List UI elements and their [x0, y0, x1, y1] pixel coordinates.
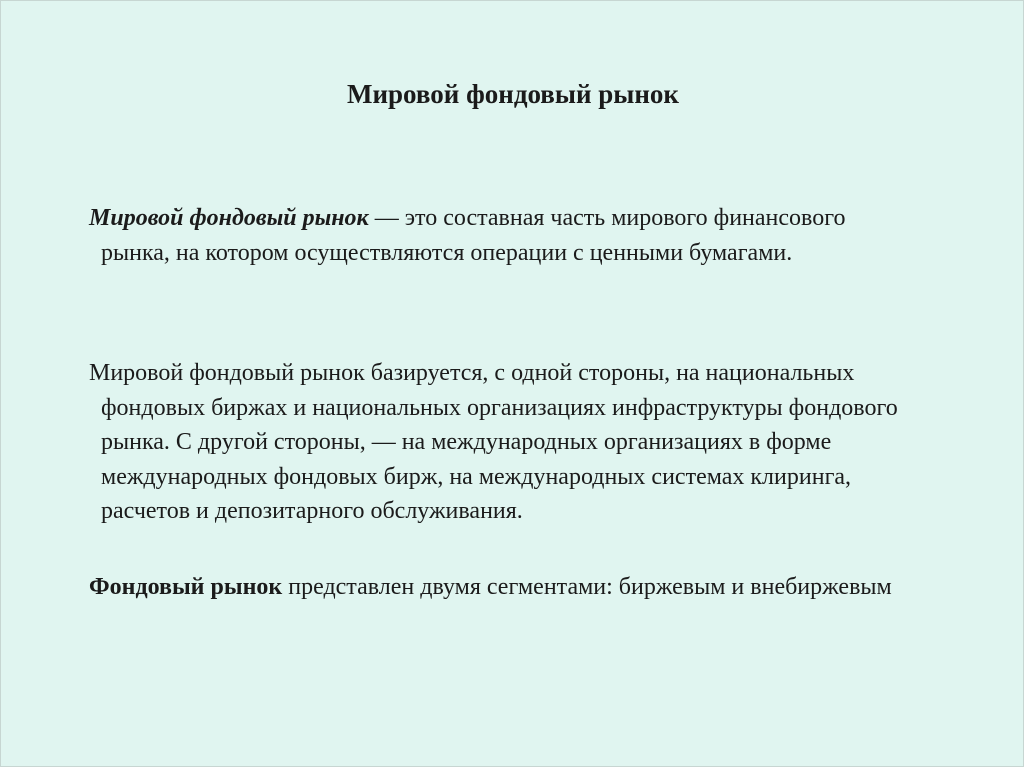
basis-paragraph: [89, 356, 901, 529]
slide-title: Мировой фондовый рынок: [347, 79, 679, 109]
definition-term: Мировой фондовый рынок: [89, 205, 369, 231]
basis-text: Мировой фондовый рынок базируется, с одной стороны, на национальных фондовых биржах и национальных организациях инфраструктуры фондового рынка. С другой стороны, — на международных организациях в форме международных фондовых бирж, на международных системах клиринга, расчетов и депозитарного обслуживания.: [89, 360, 898, 524]
segments-text: представлен двумя сегментами: биржевым и внебиржевым: [282, 574, 892, 600]
segments-term: Фондовый рынок: [89, 574, 283, 600]
definition-paragraph: [89, 201, 901, 270]
definition-text: — это составная часть мирового финансового рынка, на котором осуществляются операции с ценными бумагами.: [101, 205, 846, 266]
segments-paragraph: [89, 570, 901, 605]
